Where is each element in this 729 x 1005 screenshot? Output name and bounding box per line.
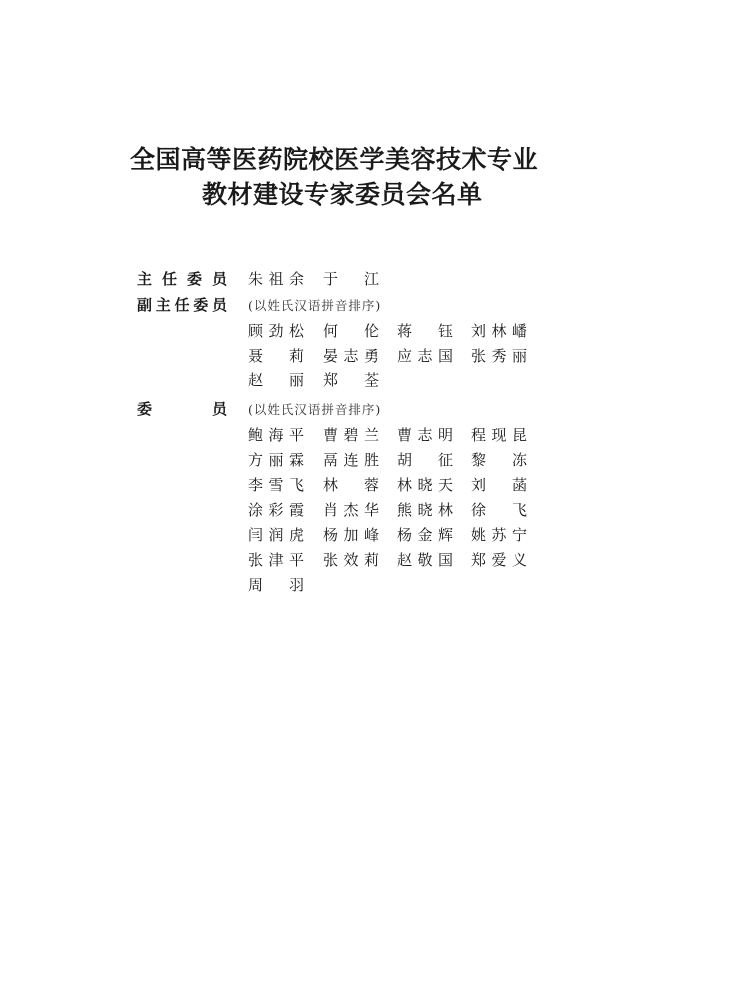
title-line-1: 全国高等医药院校医学美容技术专业 — [130, 145, 539, 174]
person-name: 方 丽 霖 — [248, 451, 304, 469]
person-name: 张 秀 丽 — [471, 346, 527, 365]
person-name: 杨 金 辉 — [397, 526, 453, 544]
person-name: 刘 菡 — [471, 476, 527, 494]
person-name: 熊 晓 林 — [397, 501, 453, 519]
person-name: 胡 征 — [397, 451, 453, 469]
person-name: 朱 祖 余 — [248, 270, 304, 288]
person-name: 徐 飞 — [471, 501, 527, 519]
person-name: 郑 爱 义 — [471, 551, 527, 569]
role-label-char: 委 — [193, 296, 209, 314]
role-label-char: 主 — [137, 270, 153, 288]
person-name: 顾 劲 松 — [248, 322, 304, 340]
person-name: 鲍 海 平 — [248, 426, 304, 444]
person-name: 涂 彩 霞 — [248, 501, 304, 519]
role-label-char: 任 — [174, 296, 190, 314]
person-name: 张 效 莉 — [323, 551, 379, 569]
person-name: 姚 苏 宁 — [471, 526, 527, 544]
title-line-2: 教材建设专家委员会名单 — [202, 180, 483, 209]
person-name: 林 晓 天 — [397, 476, 453, 494]
members-sort-note: (以姓氏汉语拼音排序) — [248, 402, 382, 417]
person-name: 郑 荃 — [323, 371, 379, 389]
role-label-char: 员 — [211, 270, 227, 288]
person-name: 林 蓉 — [323, 476, 379, 494]
role-label-char: 员 — [211, 296, 227, 314]
person-name: 程 现 昆 — [471, 426, 527, 444]
person-name: 周 羽 — [248, 576, 304, 594]
role-label-char: 员 — [211, 400, 227, 418]
role-label-director — [137, 268, 227, 289]
role-label-char: 委 — [186, 270, 202, 288]
person-name: 何 伦 — [323, 322, 379, 340]
role-label-members — [137, 398, 227, 419]
role-label-char: 委 — [137, 400, 153, 418]
person-name: 应 志 国 — [397, 346, 453, 365]
role-label-char: 副 — [137, 296, 153, 314]
vice-director-sort-note: (以姓氏汉语拼音排序) — [248, 298, 382, 313]
person-name: 刘 林 嶓 — [471, 322, 527, 340]
person-name: 聂 莉 — [248, 346, 304, 365]
person-name: 曹 碧 兰 — [323, 426, 379, 444]
person-name: 肖 杰 华 — [323, 501, 379, 519]
role-label-char: 主 — [155, 296, 171, 314]
role-label-vice-director — [137, 294, 227, 315]
person-name: 闫 润 虎 — [248, 526, 304, 544]
person-name: 晏 志 勇 — [323, 346, 379, 365]
person-name: 于 江 — [323, 270, 379, 288]
person-name: 赵 敬 国 — [397, 551, 453, 569]
person-name: 黎 冻 — [471, 451, 527, 469]
person-name: 蒋 钰 — [397, 322, 453, 340]
person-name: 杨 加 峰 — [323, 526, 379, 544]
person-name: 鬲 连 胜 — [323, 451, 379, 469]
person-name: 赵 丽 — [248, 371, 304, 389]
person-name: 张 津 平 — [248, 551, 304, 569]
role-label-char: 任 — [161, 270, 177, 288]
person-name: 李 雪 飞 — [248, 476, 304, 494]
person-name: 曹 志 明 — [397, 426, 453, 444]
